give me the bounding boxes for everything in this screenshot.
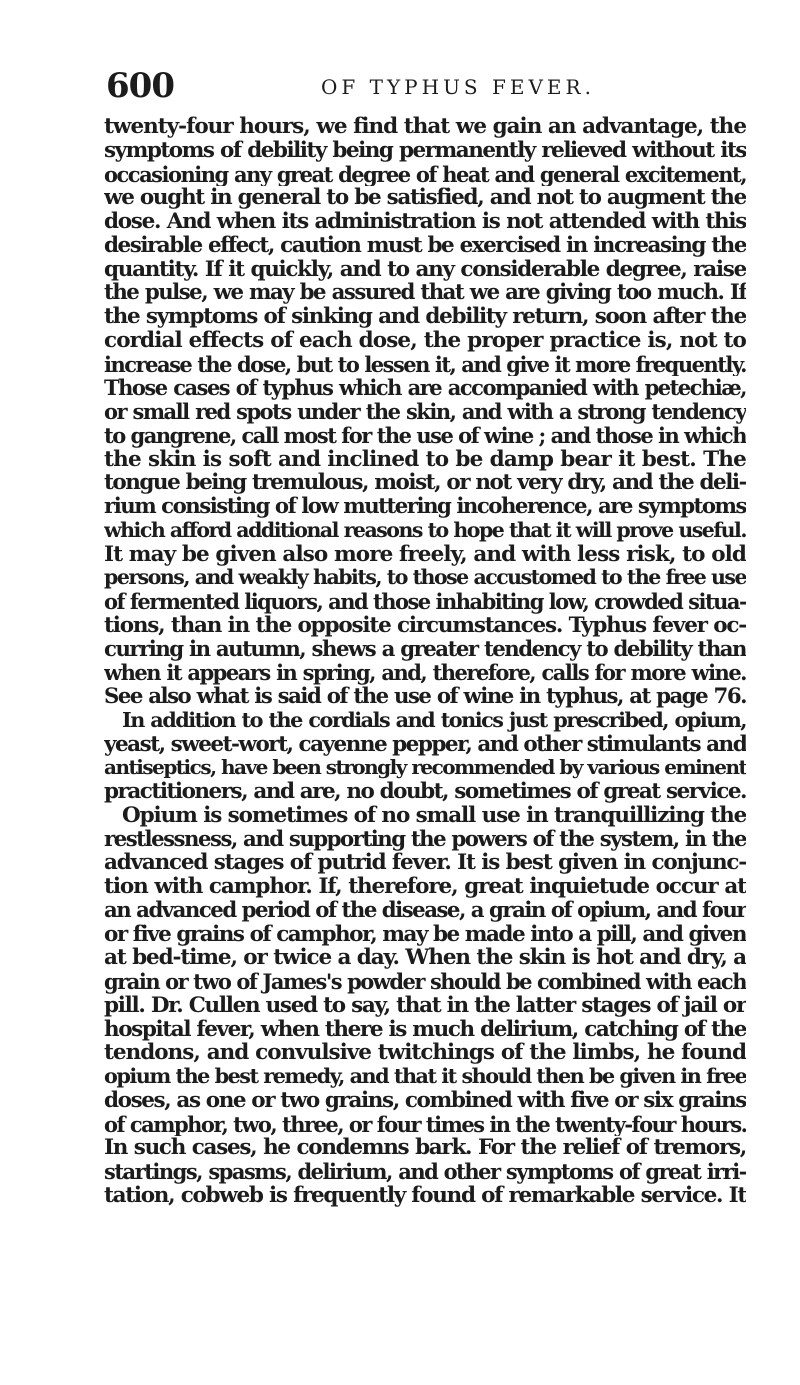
text-line: tendons, and convulsive twitchings of the limbs, he found	[104, 1041, 746, 1065]
text-line: an advanced period of the disease, a grain of opium, and four	[104, 898, 746, 923]
text-line: tation, cobweb is frequently found of remarkable service. It	[104, 1183, 746, 1208]
text-line: curring in autumn, shews a greater tendency to debility than	[104, 637, 746, 662]
text-line: persons, and weakly habits, to those accustomed to the free use	[104, 566, 746, 590]
text-line: of camphor, two, three, or four times in the twenty-four hours.	[104, 1112, 746, 1137]
text-line: See also what is said of the use of wine in typhus, at page 76.	[104, 685, 746, 709]
text-line: doses, as one or two grains, combined with five or six grains	[104, 1088, 746, 1113]
text-line: In addition to the cordials and tonics just prescribed, opium,	[122, 708, 746, 732]
text-line: twenty-four hours, we find that we gain an advantage, the	[104, 115, 746, 139]
page-number: 600	[106, 66, 174, 106]
text-line: which afford additional reasons to hope that it will prove useful.	[104, 518, 746, 542]
text-line: the symptoms of sinking and debility return, soon after the	[104, 305, 746, 329]
text-line: at bed-time, or twice a day. When the skin is hot and dry, a	[104, 946, 746, 970]
text-line: the pulse, we may be assured that we are giving too much. If	[104, 281, 746, 305]
text-line: grain or two of James's powder should be combined with each	[104, 970, 746, 994]
text-line: symptoms of debility being permanently relieved without its	[104, 138, 746, 163]
text-line: to gangrene, call most for the use of wine ; and those in which	[104, 423, 746, 448]
text-line: desirable effect, caution must be exercised in increasing the	[104, 233, 746, 258]
text-line: increase the dose, but to lessen it, and give it more frequently.	[104, 352, 746, 377]
text-line: tion with camphor. If, therefore, great inquietude occur at	[104, 875, 746, 899]
text-line: occasioning any great degree of heat and general excitement,	[104, 162, 746, 187]
text-line: It may be given also more freely, and with less risk, to old	[104, 542, 746, 567]
text-line: or five grains of camphor, may be made into a pill, and given	[104, 922, 746, 947]
body-text	[104, 115, 746, 1208]
text-line: opium the best remedy, and that it should then be given in free	[104, 1065, 746, 1088]
text-line: startings, spasms, delirium, and other symptoms of great irri-	[104, 1160, 746, 1184]
text-line: In such cases, he condemns bark. For the relief of tremors,	[104, 1136, 746, 1160]
text-line: tongue being tremulous, moist, or not very dry, and the deli-	[104, 471, 746, 495]
text-line: we ought in general to be satisfied, and not to augment the	[104, 186, 746, 210]
text-line: when it appears in spring, and, therefore, calls for more wine.	[104, 661, 746, 685]
text-line: practitioners, and are, no doubt, sometimes of great service.	[104, 780, 746, 804]
text-line: hospital fever, when there is much delirium, catching of the	[104, 1017, 746, 1042]
running-title: OF TYPHUS FEVER.	[321, 75, 595, 99]
text-line: quantity. If it quickly, and to any considerable degree, raise	[104, 257, 746, 282]
text-line: the skin is soft and inclined to be damp bear it best. The	[104, 447, 746, 472]
text-line: yeast, sweet-wort, cayenne pepper, and other stimulants and	[104, 732, 746, 757]
text-line: pill. Dr. Cullen used to say, that in the latter stages of jail or	[104, 993, 746, 1018]
text-line: restlessness, and supporting the powers of the system, in the	[104, 827, 746, 852]
text-line: Those cases of typhus which are accompanied with petechiæ,	[104, 376, 746, 400]
text-line: antiseptics, have been strongly recommended by various eminent	[104, 756, 746, 780]
text-line: tions, than in the opposite circumstances. Typhus fever oc-	[104, 613, 746, 638]
page-header	[106, 66, 746, 106]
text-line: dose. And when its administration is not attended with this	[104, 210, 746, 234]
text-line: cordial effects of each dose, the proper practice is, not to	[104, 328, 746, 353]
text-line: rium consisting of low muttering incoherence, are symptoms	[104, 495, 746, 519]
text-line: advanced stages of putrid fever. It is best given in conjunc-	[104, 851, 746, 875]
text-line: of fermented liquors, and those inhabiting low, crowded situa-	[104, 590, 746, 614]
text-line: or small red spots under the skin, and with a strong tendency	[104, 400, 746, 424]
text-line: Opium is sometimes of no small use in tranquillizing the	[122, 803, 746, 828]
